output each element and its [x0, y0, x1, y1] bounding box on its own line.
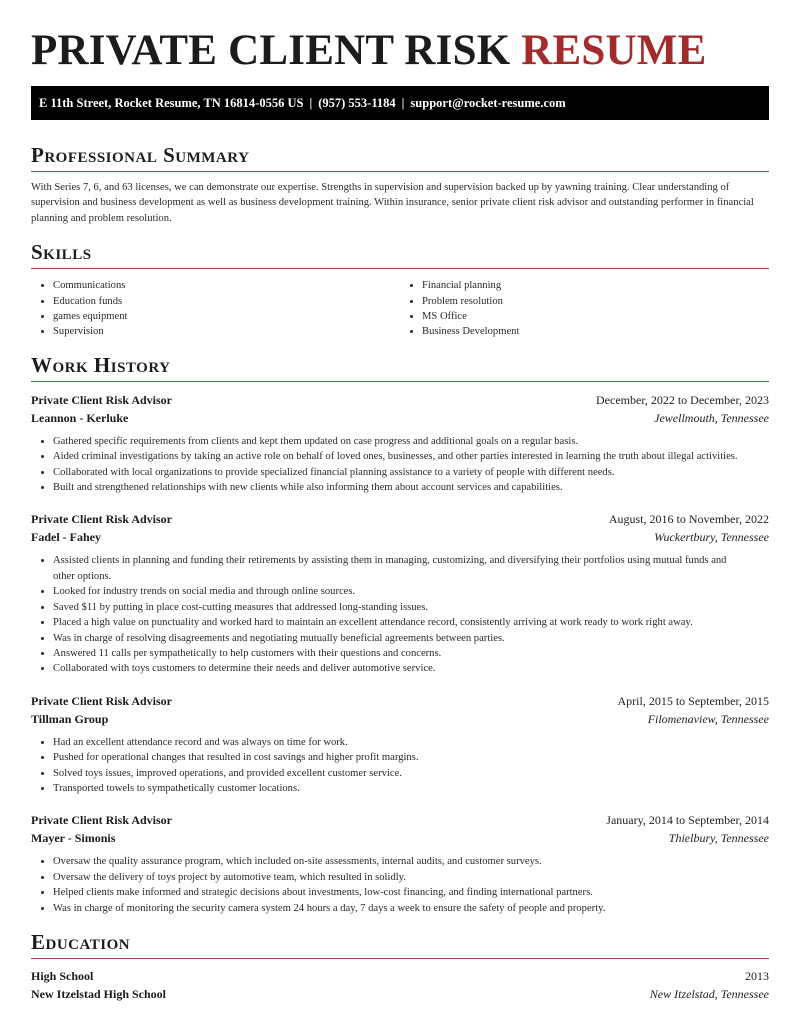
education-entry	[31, 968, 769, 1003]
job-bullet: • Pushed for operational changes that resulted in cost savings and higher profit margins.	[53, 750, 769, 765]
job-dates: April, 2015 to September, 2015	[617, 693, 769, 708]
job-bullet: • Oversaw the quality assurance program, which included on-site assessments, internal audits, and customer surveys.	[53, 854, 769, 869]
job-bullet: • Solved toys issues, improved operations, and provided excellent customer service.	[53, 766, 769, 781]
skill-item: • Problem resolution	[422, 294, 769, 309]
job-location: Filomenaview, Tennessee	[647, 711, 769, 726]
job-title: Private Client Risk Advisor	[31, 392, 172, 407]
education-year: 2013	[745, 968, 769, 983]
job-location: Thielbury, Tennessee	[668, 831, 769, 846]
job-bullets	[31, 854, 769, 916]
job-title: Private Client Risk Advisor	[31, 512, 172, 527]
job-title: Private Client Risk Advisor	[31, 813, 172, 828]
job-entry	[31, 812, 769, 916]
education-heading: Education	[31, 930, 769, 959]
skills-heading: Skills	[31, 240, 769, 269]
contact-phone[interactable]: (957) 553-1184	[318, 96, 396, 110]
summary-text: With Series 7, 6, and 63 licenses, we can demonstrate our expertise. Strengths in supervision and supervision backed up by yawning training. Clear understanding of supervision and business development as well as business development training. Within insurance, senior private client risk advisor and outstanding performer in financial planning and problem resolution.	[31, 182, 754, 224]
job-location: Wuckertbury, Tennessee	[654, 530, 769, 545]
work-history-section	[31, 353, 769, 916]
skill-item: • games equipment	[53, 309, 400, 324]
contact-separator: |	[309, 96, 313, 110]
job-dates: January, 2014 to September, 2014	[606, 813, 769, 828]
resume-title	[31, 0, 769, 86]
skill-item: • Education funds	[53, 294, 400, 309]
job-company: Fadel - Fahey	[31, 530, 101, 545]
job-bullet: • Saved $11 by putting in place cost-cutting measures that addressed long-standing issues.	[53, 600, 769, 615]
contact-separator: |	[401, 96, 405, 110]
job-bullet: • Collaborated with toys customers to determine their needs and deliver automotive service.	[53, 661, 769, 676]
job-bullet: • Transported towels to sympathetically customer locations.	[53, 781, 769, 796]
job-location: Jewellmouth, Tennessee	[654, 410, 769, 425]
skills-left-list	[31, 278, 400, 340]
work-history-heading: Work History	[31, 353, 769, 382]
job-company: Leannon - Kerluke	[31, 410, 129, 425]
job-bullet: • Looked for industry trends on social media and through online sources.	[53, 584, 769, 599]
education-degree: High School	[31, 968, 94, 983]
job-bullet: • Assisted clients in planning and funding their retirements by assisting them in managing, customizing, and diversifying their portfolios using mutual funds and other options.	[53, 553, 769, 584]
job-entry	[31, 511, 769, 676]
skill-item: • MS Office	[422, 309, 769, 324]
contact-address: E 11th Street, Rocket Resume, TN 16814-0556 US	[39, 96, 304, 110]
job-bullet: • Oversaw the delivery of toys project by automotive team, which resulted in solidly.	[53, 870, 769, 885]
education-section	[31, 930, 769, 1003]
skills-columns	[31, 278, 769, 340]
contact-bar	[31, 86, 769, 120]
job-bullets	[31, 434, 769, 496]
education-location: New Itzelstad, Tennessee	[649, 986, 769, 1001]
job-bullet: • Helped clients make informed and strategic decisions about investments, low-cost financing, and finding international partners.	[53, 885, 769, 900]
job-bullet: • Collaborated with local organizations to provide specialized financial planning assistance to a variety of people with different needs.	[53, 465, 769, 480]
job-bullets	[31, 735, 769, 797]
contact-email[interactable]: support@rocket-resume.com	[410, 96, 566, 110]
job-bullet: • Had an excellent attendance record and was always on time for work.	[53, 735, 769, 750]
job-bullet: • Answered 11 calls per sympathetically to help customers with their questions and concerns.	[53, 646, 769, 661]
summary-section	[31, 143, 769, 226]
job-bullet: • Placed a high value on punctuality and worked hard to maintain an excellent attendance record, consistently arriving at work ready to work right away.	[53, 615, 769, 630]
job-bullet: • Gathered specific requirements from clients and kept them updated on case progress and additional goals on a regular basis.	[53, 434, 769, 449]
skills-section	[31, 240, 769, 340]
job-entry	[31, 693, 769, 797]
job-entry	[31, 392, 769, 496]
job-bullet: • Was in charge of monitoring the security camera system 24 hours a day, 7 days a week to ensure the safety of people and property.	[53, 901, 769, 916]
job-dates: August, 2016 to November, 2022	[608, 512, 769, 527]
job-dates: December, 2022 to December, 2023	[596, 392, 769, 407]
job-bullet: • Was in charge of resolving disagreements and negotiating mutually beneficial agreements between parties.	[53, 631, 769, 646]
job-title: Private Client Risk Advisor	[31, 693, 172, 708]
summary-heading: Professional Summary	[31, 143, 769, 172]
skill-item: • Financial planning	[422, 278, 769, 293]
education-school: New Itzelstad High School	[31, 986, 166, 1001]
skill-item: • Business Development	[422, 324, 769, 339]
job-bullet: • Built and strengthened relationships with new clients while also informing them about account services and capabilities.	[53, 480, 769, 495]
job-bullet: • Aided criminal investigations by taking an active role on behalf of loved ones, businesses, and other parties interested in learning the truth about illegal activities.	[53, 449, 769, 464]
skills-right-list	[400, 278, 769, 340]
skill-item: • Communications	[53, 278, 400, 293]
title-accent: RESUME	[521, 27, 707, 74]
job-company: Tillman Group	[31, 711, 109, 726]
job-company: Mayer - Simonis	[31, 831, 116, 846]
job-bullets	[31, 553, 769, 676]
skill-item: • Supervision	[53, 324, 400, 339]
title-main: PRIVATE CLIENT RISK	[31, 27, 511, 74]
